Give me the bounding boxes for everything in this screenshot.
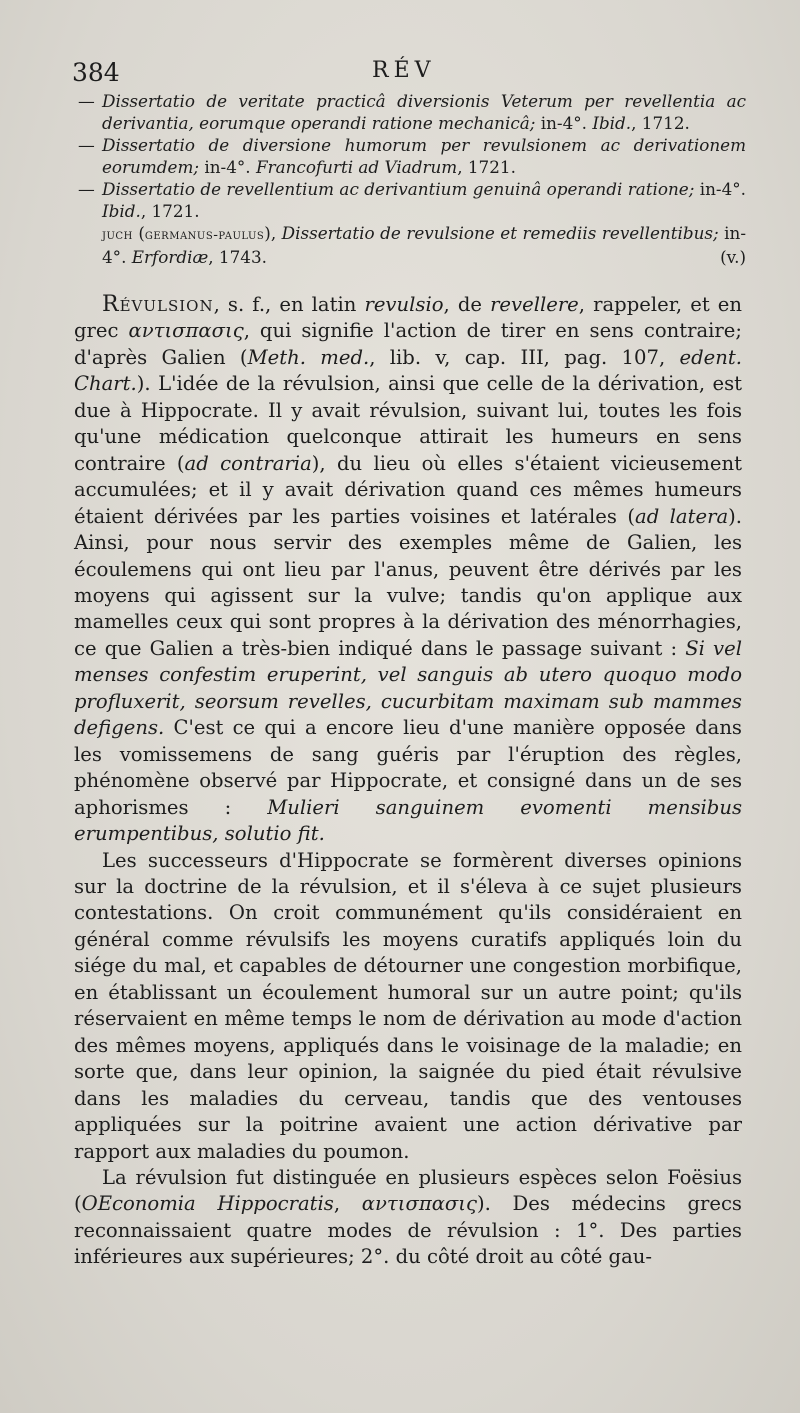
reference-entry: [78, 90, 746, 134]
running-head: RÉV: [372, 58, 436, 83]
paragraph-text: edent. Chart.: [74, 345, 742, 396]
paragraph-text: C'est ce qui a encore lieu d'une manière opposée dans les vomissemens de sang guéris par l'éruption des règles, phénomène observé par Hippocrate, et consigné dans un de ses aphorismes :: [74, 716, 742, 819]
paragraph-text: ), du lieu où elles s'étaient vicieusement accumulées; et il y avait dérivation quand ces mêmes humeurs étaient dérivées par les parties voisines et latérales (: [74, 451, 742, 528]
reference-dash: —: [78, 91, 95, 111]
paragraph-text: Si vel menses confestim eruperint, vel sanguis ab utero quoquo modo profluxerit, seorsum revelles, cucurbitam maximam sub mammes defigens.: [74, 636, 742, 740]
page-number: 384: [72, 58, 120, 87]
paragraph-text: , qui signifie l'action de tirer en sens contraire; d'après Galien (: [74, 319, 742, 369]
author-signature: (v.): [720, 247, 746, 267]
paragraph-text: ,: [333, 1192, 362, 1216]
page-header: [72, 58, 742, 88]
paragraph-text: , de: [443, 293, 491, 316]
reference-text: Erfordiæ: [131, 247, 209, 267]
reference-text: Dissertatio de veritate practicâ diversionis Veterum per revellentia ac derivantia, eorumque operandi ratione mechanicâ;: [102, 91, 746, 133]
paragraph-text: , s. f., en latin: [213, 293, 365, 316]
entry-paragraph: [74, 848, 742, 1165]
reference-text: , 1712.: [631, 113, 690, 133]
reference-text: Dissertatio de revulsione et remediis revellentibus;: [281, 223, 719, 243]
reference-text: germanus-paulus: [144, 227, 265, 243]
paragraph-text: αντισπασις: [128, 319, 244, 343]
paragraph-text: ad latera: [635, 504, 729, 528]
paragraph-text: ). Des médecins grecs reconnaissaient quatre modes de révulsion : 1°. Des parties inférieures aux supérieures; 2°. du côté droit au côté gau-: [74, 1192, 742, 1269]
reference-text: Francofurti ad Viadrum: [255, 157, 458, 177]
bibliography-references: [78, 90, 746, 268]
paragraph-text: revulsio: [364, 293, 444, 316]
paragraph-text: ). L'idée de la révulsion, ainsi que celle de la dérivation, est due à Hippocrate. Il y avait révulsion, suivant lui, toutes les fois qu'une médication quelconque attirait les humeurs en sens contraire (: [74, 372, 742, 475]
article-body: [74, 292, 742, 1271]
reference-text: Ibid.: [592, 113, 632, 133]
reference-dash: —: [78, 135, 95, 155]
paragraph-text: αντισπασις: [361, 1192, 477, 1216]
paragraph-text: Meth. med.: [247, 345, 370, 369]
reference-text: ),: [264, 223, 282, 243]
reference-entry: [78, 134, 746, 178]
reference-text: in-4°.: [694, 179, 746, 199]
reference-dash: —: [78, 179, 95, 199]
paragraph-text: Les successeurs d'Hippocrate se formèrent diverses opinions sur la doctrine de la révulsion, et il s'éleva à ce sujet plusieurs contestations. On croit communément qu'ils considéraient en général comme révulsifs les moyens curatifs appliqués loin du siége du mal, et capables de détourner une congestion morbifique, en établissant un écoulement humoral sur un autre point; qu'ils réservaient en même temps le nom de dérivation au mode d'action des mêmes moyens, appliqués dans le voisinage de la maladie; en sorte que, dans leur opinion, la saignée du pied était révulsive dans les maladies du cerveau, tandis que des ventouses appliquées sur la poitrine avaient une action dérivative par rapport aux maladies du poumon.: [74, 848, 742, 1163]
entry-paragraph: [74, 1165, 742, 1271]
paragraph-text: OEconomia Hippocratis: [81, 1192, 334, 1216]
paragraph-text: , lib. v, cap. III, pag. 107,: [369, 345, 680, 369]
reference-text: juch: [102, 227, 133, 243]
reference-entry: [78, 222, 746, 268]
reference-entry: [78, 178, 746, 222]
entry-paragraph-lemma: [74, 292, 742, 848]
reference-text: (: [132, 223, 145, 243]
reference-text: Dissertatio de diversione humorum per revulsionem ac derivationem eorumdem;: [102, 135, 746, 177]
reference-text: Ibid.: [102, 201, 141, 221]
paragraph-text: ad contraria: [184, 451, 312, 475]
reference-text: in-4°.: [535, 113, 593, 133]
entry-headword: Révulsion: [102, 292, 214, 317]
reference-text: Dissertatio de revellentium ac derivantium genuinâ operandi ratione;: [102, 179, 695, 199]
reference-text: , 1743.: [208, 247, 267, 267]
reference-text: in-4°.: [199, 157, 256, 177]
paragraph-text: , rappeler, et en grec: [74, 293, 742, 343]
reference-text: , 1721.: [457, 157, 516, 177]
paragraph-text: La révulsion fut distinguée en plusieurs espèces selon Foësius (: [74, 1165, 742, 1216]
paragraph-text: Mulieri sanguinem evomenti mensibus erumpentibus, solutio fit.: [74, 795, 743, 846]
reference-text: in-4°.: [102, 223, 747, 267]
paragraph-text: revellere: [490, 293, 579, 316]
reference-text: , 1721.: [140, 201, 200, 221]
paragraph-text: ). Ainsi, pour nous servir des exemples même de Galien, les écoulemens qui ont lieu par l'anus, peuvent être dérivés par les moyens qui agissent sur la vulve; tandis qu'on applique aux mamelles ceux qui sont propres à la dérivation des ménorrhagies, ce que Galien a très-bien indiqué dans le passage suivant :: [74, 504, 742, 660]
